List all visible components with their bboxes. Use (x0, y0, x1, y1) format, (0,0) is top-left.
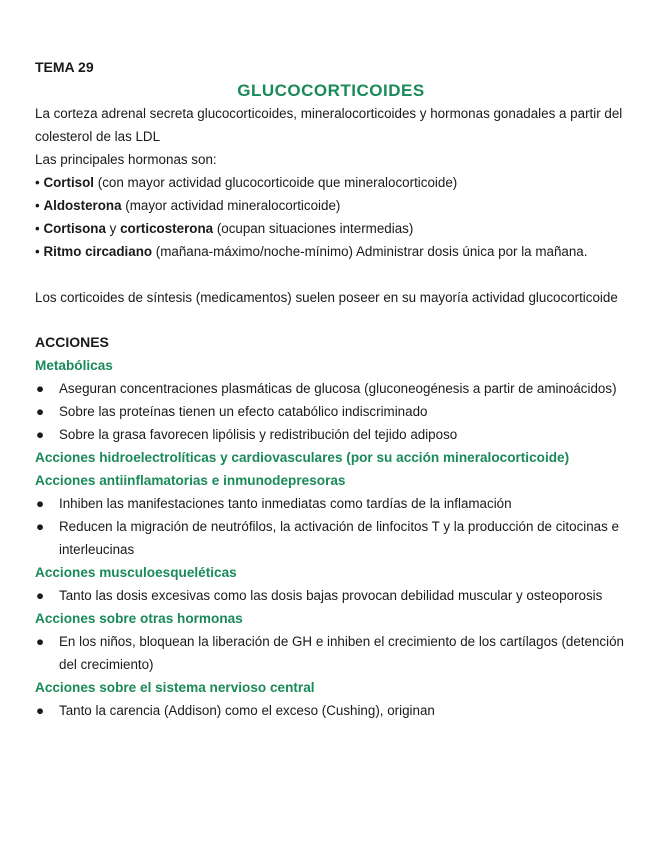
bullet: ● (36, 634, 45, 649)
main-hormones-label: Las principales hormonas son: (35, 152, 217, 167)
bullet: • (35, 175, 40, 190)
hormone-description: (con mayor actividad glucocorticoide que mineralocorticoide) (94, 175, 458, 190)
bullet: • (35, 221, 40, 236)
list-item (35, 515, 627, 561)
bullet: ● (36, 496, 45, 511)
bullet: • (35, 198, 40, 213)
hormone-description: (mayor actividad mineralocorticoide) (121, 198, 341, 213)
subheading-hidroelectroliticas: Acciones hidroelectrolíticas y cardiovasculares (por su acción mineralocorticoide) (35, 450, 570, 465)
list-item-text: Aseguran concentraciones plasmáticas de glucosa (gluconeogénesis a partir de aminoácidos) (59, 381, 617, 396)
bullet: • (35, 244, 40, 259)
document-page (35, 56, 627, 722)
bullet: ● (36, 404, 45, 419)
list-item (35, 630, 627, 676)
metabolicas-list (35, 377, 627, 446)
bullet: ● (36, 703, 45, 718)
subheading-otras-hormonas: Acciones sobre otras hormonas (35, 611, 243, 626)
document-title: GLUCOCORTICOIDES (237, 81, 425, 100)
topic-number: TEMA 29 (35, 59, 94, 75)
list-item-text: Sobre la grasa favorecen lipólisis y redistribución del tejido adiposo (59, 427, 458, 442)
hormone-name: Aldosterona (43, 198, 122, 213)
musculoesqueleticas-list (35, 584, 627, 607)
list-item (35, 492, 627, 515)
otras-hormonas-list (35, 630, 627, 676)
antiinflamatorias-list (35, 492, 627, 561)
bullet: ● (36, 427, 45, 442)
subheading-musculoesqueleticas: Acciones musculoesqueléticas (35, 565, 237, 580)
list-item-text: Reducen la migración de neutrófilos, la activación de linfocitos T y la producción de citocinas e interleucinas (59, 519, 619, 557)
synthesis-paragraph: Los corticoides de síntesis (medicamentos) suelen poseer en su mayoría actividad glucocorticoide (35, 290, 618, 305)
bullet: ● (36, 381, 45, 396)
section-heading-acciones: ACCIONES (35, 334, 109, 350)
list-item (35, 400, 627, 423)
subheading-metabolicas: Metabólicas (35, 358, 113, 373)
hormone-description: (mañana-máximo/noche-mínimo) Administrar dosis única por la mañana. (152, 244, 588, 259)
connector-text: y (105, 221, 121, 236)
hormone-name: Cortisona (43, 221, 106, 236)
hormone-item-aldosterona (35, 194, 627, 217)
subheading-antiinflamatorias: Acciones antiinflamatorias e inmunodepresoras (35, 473, 346, 488)
spacer (35, 309, 627, 331)
list-item-text: En los niños, bloquean la liberación de GH e inhiben el crecimiento de los cartílagos (detención del crecimiento) (59, 634, 624, 672)
list-item-text: Tanto la carencia (Addison) como el exceso (Cushing), originan (59, 703, 435, 718)
hormone-description: (ocupan situaciones intermedias) (213, 221, 414, 236)
subheading-sistema-nervioso: Acciones sobre el sistema nervioso central (35, 680, 315, 695)
hormone-item-cortisona (35, 217, 627, 240)
list-item (35, 699, 627, 722)
list-item (35, 377, 627, 400)
hormone-list (35, 171, 627, 263)
bullet: ● (36, 588, 45, 603)
sistema-nervioso-list (35, 699, 627, 722)
hormone-name: Ritmo circadiano (43, 244, 153, 259)
list-item-text: Inhiben las manifestaciones tanto inmediatas como tardías de la inflamación (59, 496, 512, 511)
bullet: ● (36, 519, 45, 534)
hormone-item-cortisol (35, 171, 627, 194)
list-item-text: Tanto las dosis excesivas como las dosis bajas provocan debilidad muscular y osteoporosis (59, 588, 603, 603)
intro-paragraph: La corteza adrenal secreta glucocorticoides, mineralocorticoides y hormonas gonadales a partir del colesterol de las LDL (35, 106, 623, 144)
list-item-text: Sobre las proteínas tienen un efecto catabólico indiscriminado (59, 404, 428, 419)
hormone-name-secondary: corticosterona (120, 221, 214, 236)
list-item (35, 584, 627, 607)
list-item (35, 423, 627, 446)
hormone-item-ritmo (35, 240, 627, 263)
hormone-name: Cortisol (43, 175, 95, 190)
spacer (35, 263, 627, 286)
